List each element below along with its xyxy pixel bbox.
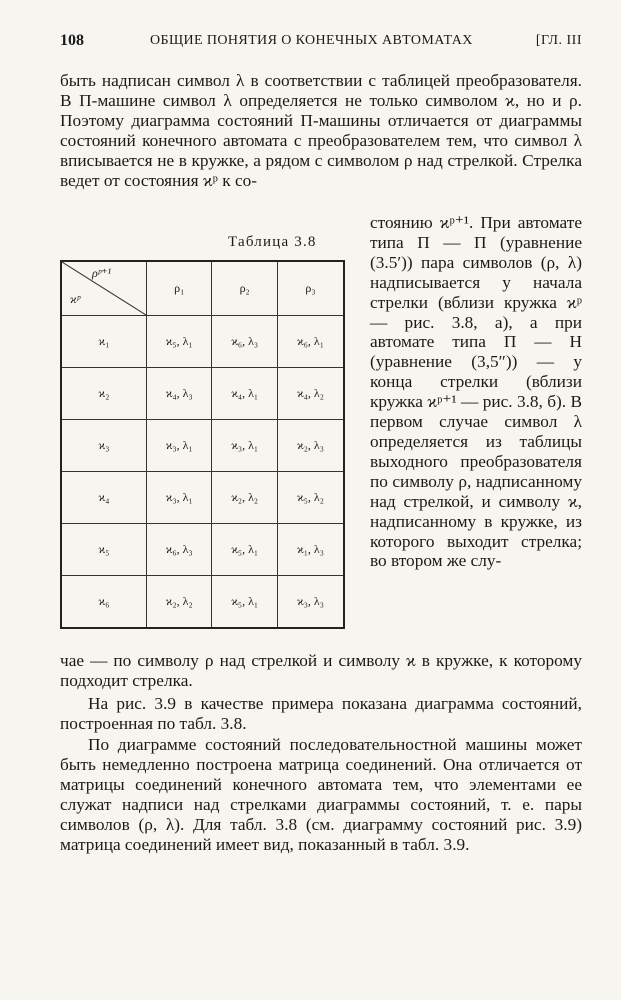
table-cell: ϰ₆, λ₃ xyxy=(212,316,277,368)
running-header xyxy=(60,30,582,54)
paragraph-bottom: чае — по символу ρ над стрелкой и символу ϰ в кружке, к которому подходит стрелка. xyxy=(60,651,582,690)
table-cell: ϰ₅, λ₁ xyxy=(212,576,277,629)
table-cell: ϰ₂, λ₂ xyxy=(147,576,212,629)
table-cell: ϰ₁, λ₃ xyxy=(277,524,344,576)
table-cell: ϰ₃, λ₁ xyxy=(212,420,277,472)
table-row xyxy=(61,576,344,629)
table-cell: ϰ₃, λ₃ xyxy=(277,576,344,629)
table-3-8 xyxy=(60,260,345,629)
row-state: ϰ₁ xyxy=(61,316,147,368)
paragraph-fig-3-9: На рис. 3.9 в качестве примера показана диаграмма состояний, построенная по табл. 3.8. xyxy=(60,694,582,733)
table-cell: ϰ₅, λ₂ xyxy=(277,472,344,524)
column-header: ρ₃ xyxy=(277,261,344,316)
table-cell: ϰ₂, λ₃ xyxy=(277,420,344,472)
table-cell: ϰ₆, λ₁ xyxy=(277,316,344,368)
running-title: ОБЩИЕ ПОНЯТИЯ О КОНЕЧНЫХ АВТОМАТАХ xyxy=(150,33,473,48)
corner-next-label: ρᵖ⁺¹ xyxy=(92,266,112,280)
row-state: ϰ₆ xyxy=(61,576,147,629)
table-corner-cell xyxy=(61,261,147,316)
table-row xyxy=(61,420,344,472)
row-state: ϰ₄ xyxy=(61,472,147,524)
table-cell: ϰ₂, λ₂ xyxy=(212,472,277,524)
table-row xyxy=(61,524,344,576)
chapter-label: [ГЛ. III xyxy=(535,33,582,48)
row-state: ϰ₂ xyxy=(61,368,147,420)
column-header: ρ₂ xyxy=(212,261,277,316)
row-state: ϰ₅ xyxy=(61,524,147,576)
table-cell: ϰ₃, λ₁ xyxy=(147,420,212,472)
row-state: ϰ₃ xyxy=(61,420,147,472)
table-cell: ϰ₅, λ₁ xyxy=(212,524,277,576)
table-header-row xyxy=(61,261,344,316)
paragraph-matrix: По диаграмме состояний последовательностной машины может быть немедленно построена матрица соединений. Она отличается от матрицы соединений конечного автомата тем, что элементами ее служат надписи над стрелками диаграммы состояний, т. е. пары символов (ρ, λ). Для табл. 3.8 (см. диаграмму состояний рис. 3.9) матрица соединений имеет вид, показанный в табл. 3.9. xyxy=(60,735,582,854)
table-row xyxy=(61,472,344,524)
paragraph-top: быть надписан символ λ в соответствии с таблицей преобразователя. В П-машине символ λ определяется не только символом ϰ, но и ρ. Поэтому диаграмма состояний П-машины отличается от диаграммы состояний конечного автомата с преобразователем тем, что символ λ вписывается не в кружке, а рядом с символом ρ над стрелкой. Стрелка ведет от состояния ϰᵖ к со- xyxy=(60,71,582,190)
corner-state-label: ϰᵖ xyxy=(70,292,81,306)
table-cell: ϰ₅, λ₁ xyxy=(147,316,212,368)
table-row xyxy=(61,368,344,420)
table-caption: Таблица 3.8 xyxy=(228,234,317,250)
table-cell: ϰ₄, λ₂ xyxy=(277,368,344,420)
paragraph-side: стоянию ϰᵖ⁺¹. При автомате типа П — П (уравнение (3.5′)) пара символов (ρ, λ) надписывается у начала стрелки (вблизи кружка ϰᵖ — рис. 3.8, а), а при автомате типа П — Н (уравнение (3,5″)) — у конца стрелки (вблизи кружка ϰᵖ⁺¹ — рис. 3.8, б). В первом случае символ λ определяется из таблицы выходного преобразователя по символу ρ, надписанному над стрелкой, и символу ϰ, надписанному в кружке, из которого выходит стрелка; во втором же слу- xyxy=(370,213,582,571)
page-number: 108 xyxy=(60,32,84,49)
column-header: ρ₁ xyxy=(147,261,212,316)
table-cell: ϰ₆, λ₃ xyxy=(147,524,212,576)
table-cell: ϰ₄, λ₃ xyxy=(147,368,212,420)
table-cell: ϰ₄, λ₁ xyxy=(212,368,277,420)
table-cell: ϰ₃, λ₁ xyxy=(147,472,212,524)
table-row xyxy=(61,316,344,368)
